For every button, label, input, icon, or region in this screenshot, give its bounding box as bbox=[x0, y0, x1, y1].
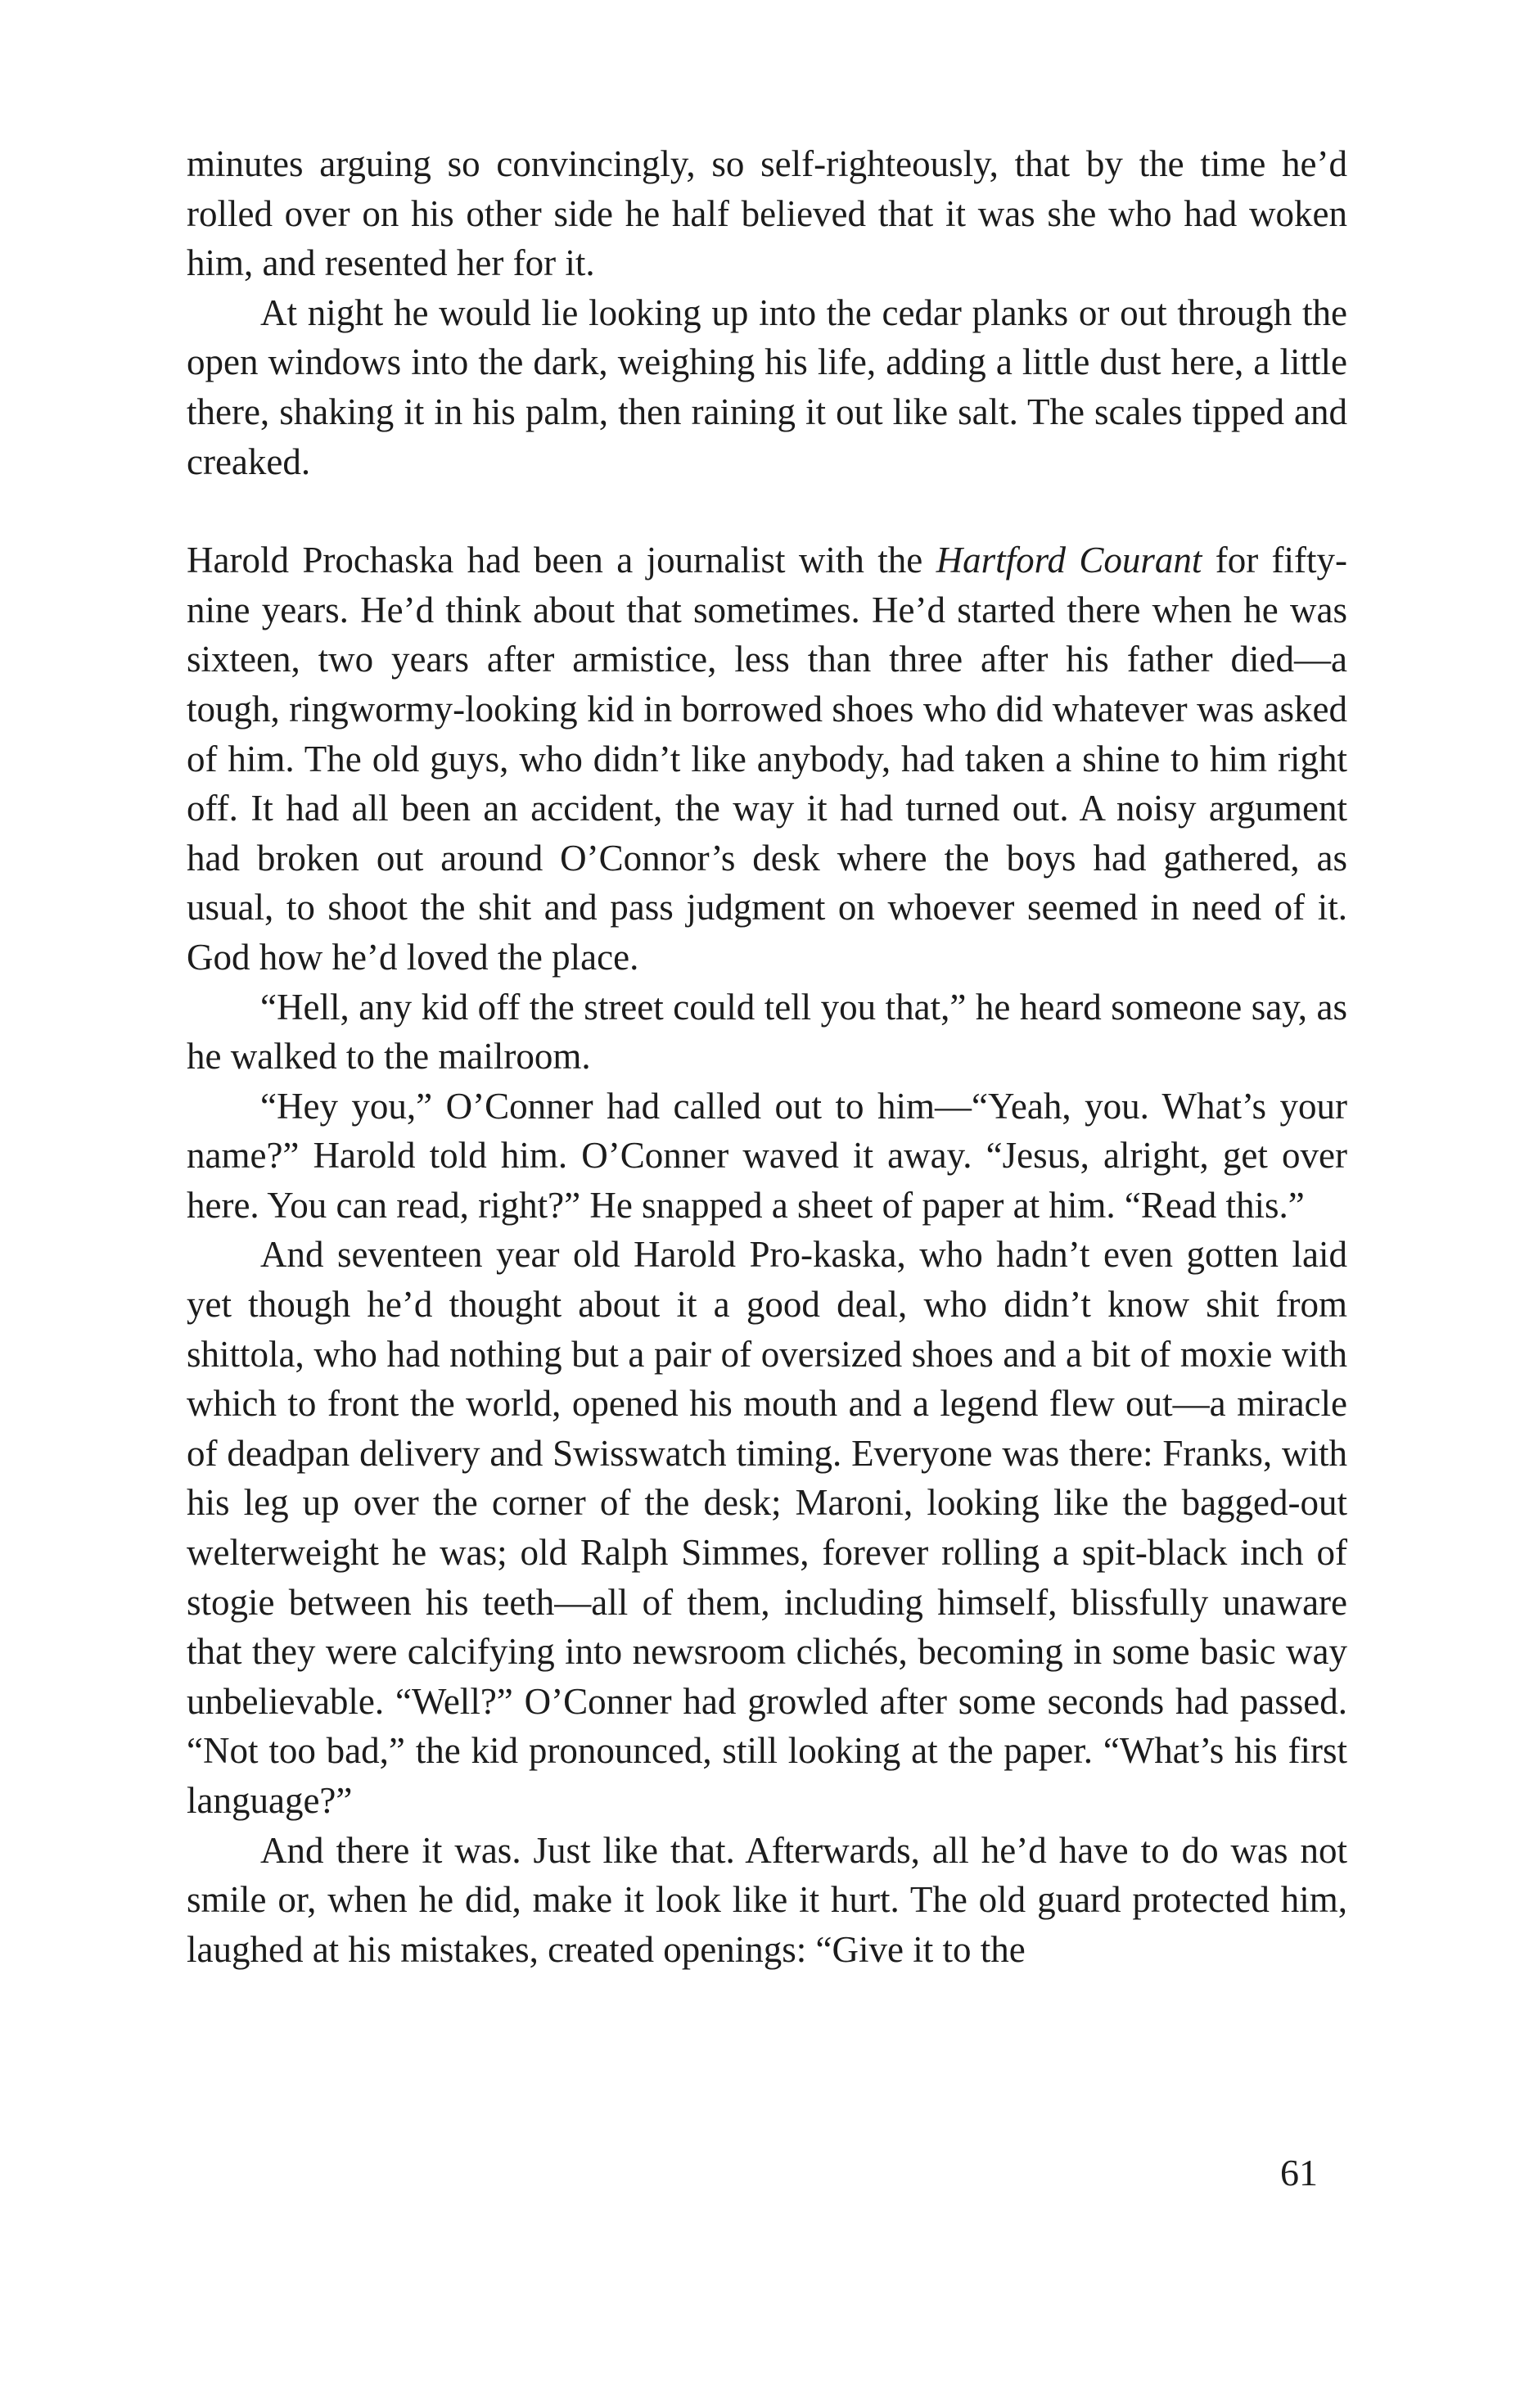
paragraph-night: At night he would lie looking up into the cedar planks or out through the open windows into the dark, weighing his life, adding a little dust here, a little there, shaking it in his palm, then raining it out like salt. The scales tipped and creaked. bbox=[187, 291, 1347, 482]
paragraph-continuation: minutes arguing so convincingly, so self-righteously, that by the time he’d rolled over on his other side he half believed that it was she who had woken him, and resented her for it. bbox=[187, 143, 1347, 284]
paragraph-there-it-was: And there it was. Just like that. Afterwards, all he’d have to do was not smile or, when he did, make it look like it hurt. The old guard protected him, laughed at his mistakes, created openings: “Give it to the bbox=[187, 1829, 1347, 1970]
paragraph-seventeen: And seventeen year old Harold Pro-kaska, who hadn’t even gotten laid yet though he’d thought about it a good deal, who didn’t know shit from shittola, who had nothing but a pair of oversized shoes and a bit of moxie with which to front the world, opened his mouth and a legend flew out—a miracle of deadpan delivery and Swisswatch timing. Everyone was there: Franks, with his leg up over the corner of the desk; Maroni, looking like the bagged-out welterweight he was; old Ralph Simmes, forever rolling a spit-black inch of stogie between his teeth—all of them, including himself, blissfully unaware that they were calcifying into newsroom clichés, becoming in some basic way unbelievable. “Well?” O’Conner had growled after some seconds had passed. “Not too bad,” the kid pronounced, still looking at the paper. “What’s his first language?” bbox=[187, 1234, 1347, 1821]
paragraph-harold-intro-before: Harold Prochaska had been a journalist with the bbox=[187, 540, 936, 581]
newspaper-title: Hartford Courant bbox=[936, 540, 1202, 581]
page-body bbox=[187, 139, 1347, 1974]
page-number: 61 bbox=[1280, 2152, 1318, 2193]
paragraph-hey-you: “Hey you,” O’Conner had called out to him—“Yeah, you. What’s your name?” Harold told him. O’Conner waved it away. “Jesus, alright, get over here. You can read, right?” He snapped a sheet of paper at him. “Read this.” bbox=[187, 1085, 1347, 1226]
paragraph-hell: “Hell, any kid off the street could tell you that,” he heard someone say, as he walked to the mailroom. bbox=[187, 986, 1347, 1078]
paragraph-harold-intro-after: for fifty-nine years. He’d think about that sometimes. He’d started there when he was sixteen, two years after armistice, less than three after his father died—a tough, ringwormy-looking kid in borrowed shoes who did whatever was asked of him. The old guys, who didn’t like anybody, had taken a shine to him right off. It had all been an accident, the way it had turned out. A noisy argument had broken out around O’Connor’s desk where the boys had gathered, as usual, to shoot the shit and pass judgment on whoever seemed in need of it. God how he’d loved the place. bbox=[187, 540, 1348, 978]
paragraph-harold-intro bbox=[187, 535, 1347, 982]
